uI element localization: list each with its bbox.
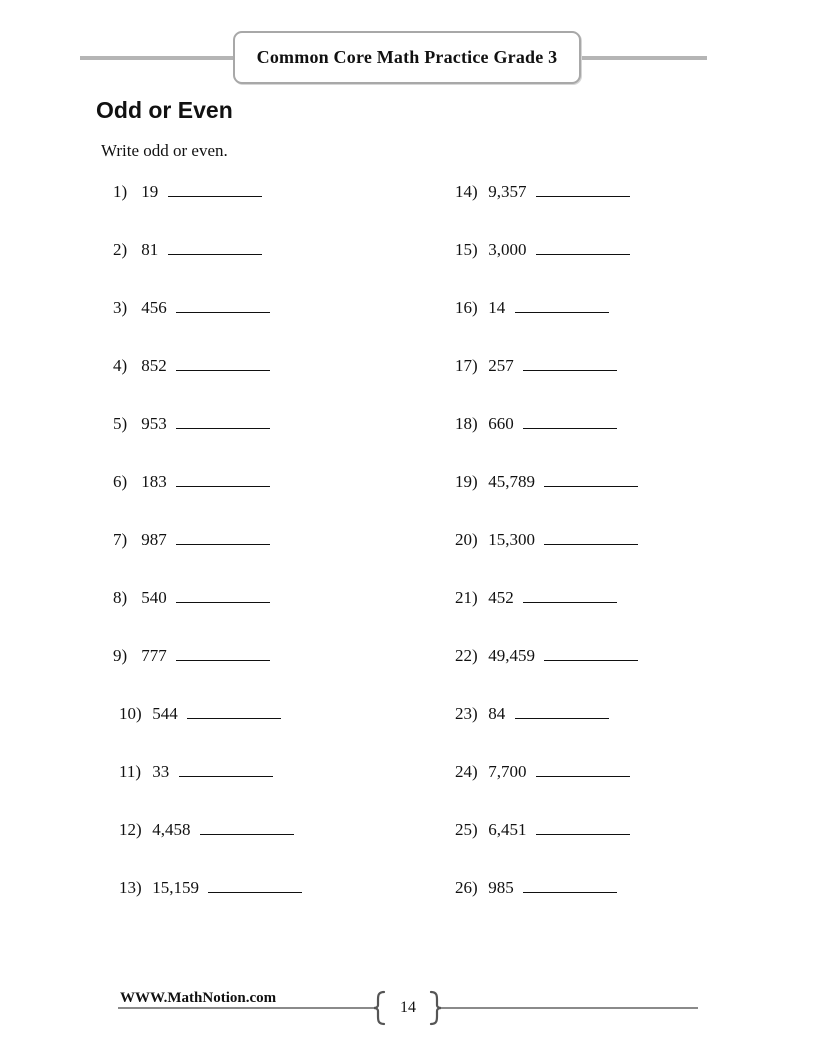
- answer-blank[interactable]: [536, 238, 630, 255]
- problem-item: [119, 702, 281, 724]
- problem-item: [119, 876, 302, 898]
- answer-blank[interactable]: [168, 180, 262, 197]
- answer-blank[interactable]: [523, 354, 617, 371]
- problem-value: 4,458: [152, 820, 191, 839]
- problem-number: 22): [455, 646, 478, 665]
- problem-value: 540: [141, 588, 167, 607]
- footer-website: WWW.MathNotion.com: [120, 990, 277, 1006]
- problem-value: 852: [141, 356, 167, 375]
- problem-value: 777: [141, 646, 167, 665]
- problem-item: [113, 586, 270, 608]
- problem-number: 13): [119, 878, 142, 897]
- problem-number: 9): [113, 646, 128, 665]
- answer-blank[interactable]: [187, 702, 281, 719]
- answer-blank[interactable]: [544, 470, 638, 487]
- answer-blank[interactable]: [179, 760, 273, 777]
- problem-value: 257: [488, 356, 514, 375]
- answer-blank[interactable]: [176, 470, 270, 487]
- problem-number: 18): [455, 414, 478, 433]
- problem-value: 183: [141, 472, 167, 491]
- answer-blank[interactable]: [515, 296, 609, 313]
- problem-value: 49,459: [488, 646, 535, 665]
- problem-value: 456: [141, 298, 167, 317]
- problem-item: [455, 412, 617, 434]
- problem-number: 11): [119, 762, 142, 781]
- problem-number: 3): [113, 298, 128, 317]
- problem-item: [113, 180, 262, 202]
- problem-value: 81: [141, 240, 159, 259]
- problem-item: [455, 876, 617, 898]
- right-bracket-icon: [428, 990, 442, 1026]
- answer-blank[interactable]: [544, 644, 638, 661]
- problem-number: 12): [119, 820, 142, 839]
- problem-value: 15,159: [152, 878, 199, 897]
- problem-number: 16): [455, 298, 478, 317]
- answer-blank[interactable]: [176, 586, 270, 603]
- answer-blank[interactable]: [523, 876, 617, 893]
- problem-value: 19: [141, 182, 159, 201]
- problem-value: 452: [488, 588, 514, 607]
- problem-item: [119, 818, 294, 840]
- problem-item: [455, 180, 630, 202]
- answer-blank[interactable]: [176, 644, 270, 661]
- footer-rule-left: [118, 1007, 374, 1009]
- problem-item: [455, 760, 630, 782]
- problem-number: 5): [113, 414, 128, 433]
- problem-value: 84: [488, 704, 506, 723]
- problem-number: 19): [455, 472, 478, 491]
- header-banner: [233, 31, 581, 84]
- answer-blank[interactable]: [176, 528, 270, 545]
- problem-number: 21): [455, 588, 478, 607]
- problem-item: [455, 702, 609, 724]
- problem-number: 6): [113, 472, 128, 491]
- answer-blank[interactable]: [208, 876, 302, 893]
- problem-item: [455, 296, 609, 318]
- answer-blank[interactable]: [176, 354, 270, 371]
- problem-item: [455, 644, 638, 666]
- problem-item: [455, 818, 630, 840]
- problem-item: [113, 354, 270, 376]
- answer-blank[interactable]: [168, 238, 262, 255]
- problem-value: 6,451: [488, 820, 527, 839]
- problem-value: 544: [152, 704, 178, 723]
- problem-number: 10): [119, 704, 142, 723]
- problem-value: 33: [152, 762, 170, 781]
- problem-item: [113, 296, 270, 318]
- answer-blank[interactable]: [523, 412, 617, 429]
- problem-number: 8): [113, 588, 128, 607]
- problem-number: 15): [455, 240, 478, 259]
- problem-item: [455, 528, 638, 550]
- problem-number: 20): [455, 530, 478, 549]
- problem-number: 23): [455, 704, 478, 723]
- footer-rule-right: [441, 1007, 698, 1009]
- problem-value: 660: [488, 414, 514, 433]
- problem-value: 45,789: [488, 472, 535, 491]
- problem-number: 1): [113, 182, 128, 201]
- problem-value: 7,700: [488, 762, 527, 781]
- problem-item: [113, 528, 270, 550]
- problem-number: 25): [455, 820, 478, 839]
- problem-item: [455, 586, 617, 608]
- problem-value: 987: [141, 530, 167, 549]
- answer-blank[interactable]: [544, 528, 638, 545]
- problem-number: 24): [455, 762, 478, 781]
- problem-item: [119, 760, 273, 782]
- problem-number: 26): [455, 878, 478, 897]
- header-title: Common Core Math Practice Grade 3: [256, 47, 558, 67]
- answer-blank[interactable]: [515, 702, 609, 719]
- problem-item: [113, 412, 270, 434]
- problem-item: [455, 354, 617, 376]
- answer-blank[interactable]: [200, 818, 294, 835]
- answer-blank[interactable]: [536, 180, 630, 197]
- problem-value: 953: [141, 414, 167, 433]
- problem-item: [455, 470, 638, 492]
- problem-number: 14): [455, 182, 478, 201]
- problem-item: [455, 238, 630, 260]
- problem-value: 14: [488, 298, 506, 317]
- problem-item: [113, 470, 270, 492]
- instructions: Write odd or even.: [101, 141, 228, 160]
- page-number: 14: [400, 999, 416, 1016]
- answer-blank[interactable]: [176, 296, 270, 313]
- problem-value: 985: [488, 878, 514, 897]
- problem-number: 17): [455, 356, 478, 375]
- problem-value: 9,357: [488, 182, 527, 201]
- problem-value: 3,000: [488, 240, 527, 259]
- problem-number: 4): [113, 356, 128, 375]
- page-title: Odd or Even: [96, 97, 233, 123]
- left-bracket-icon: [373, 990, 387, 1026]
- answer-blank[interactable]: [536, 760, 630, 777]
- problem-value: 15,300: [488, 530, 535, 549]
- answer-blank[interactable]: [523, 586, 617, 603]
- answer-blank[interactable]: [176, 412, 270, 429]
- problem-number: 7): [113, 530, 128, 549]
- problem-number: 2): [113, 240, 128, 259]
- problem-item: [113, 644, 270, 666]
- problem-item: [113, 238, 262, 260]
- answer-blank[interactable]: [536, 818, 630, 835]
